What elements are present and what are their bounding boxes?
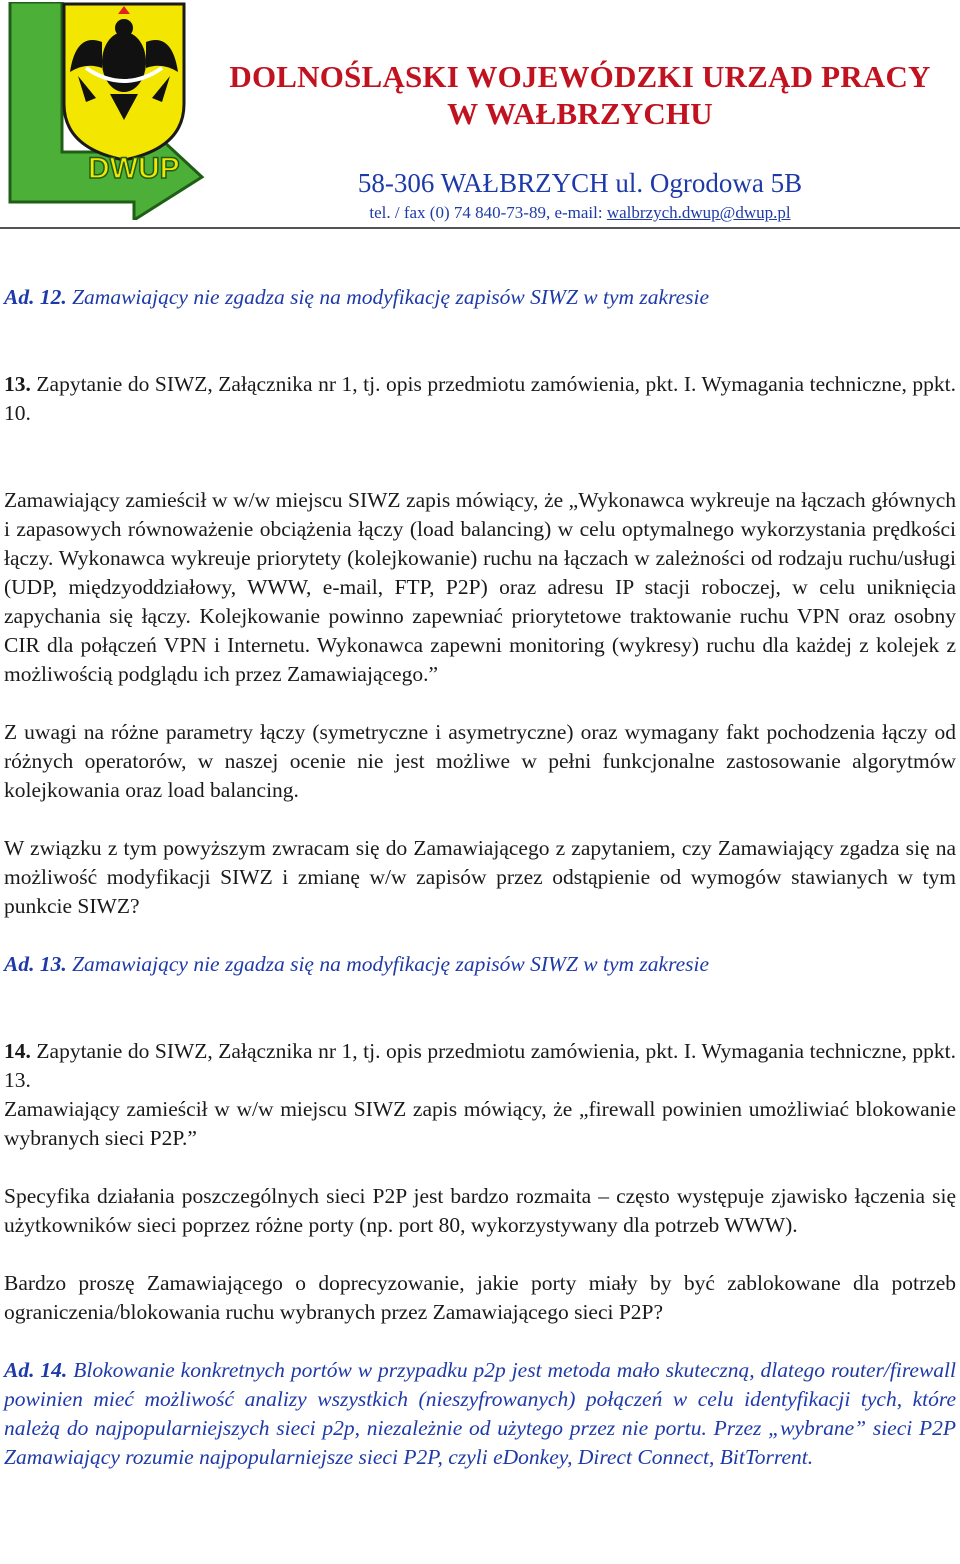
office-address: 58-306 WAŁBRZYCH ul. Ogrodowa 5B [357,168,803,198]
answer-12-label: Ad. 12. [4,285,67,309]
answer-13-label: Ad. 13. [4,952,67,976]
question-14-paragraph-1: Zamawiający zamieścił w w/w miejscu SIWZ zapis mówiący, że „firewall powinien umożliwiać blokowanie wybranych sieci P2P.” [4,1097,956,1150]
office-contact [200,203,960,223]
answer-14-label: Ad. 14. [4,1358,68,1382]
document-body [4,283,956,1472]
office-title-line1: DOLNOŚLĄSKI WOJEWÓDZKI URZĄD PRACY [229,59,931,94]
answer-13-text: Zamawiający nie zgadza się na modyfikację zapisów SIWZ w tym zakresie [72,952,710,976]
question-13-number: 13. [4,372,31,396]
question-14-paragraph-3: Bardzo proszę Zamawiającego o doprecyzowanie, jakie porty miały by być zablokowane dla potrzeb ograniczenia/blokowania ruchu wybranych przez Zamawiającego sieci P2P? [4,1271,956,1324]
question-14-number: 14. [4,1039,31,1063]
question-14-paragraph-2: Specyfika działania poszczególnych sieci P2P jest bardzo rozmaita – często występuje zjawisko łączenia się użytkowników sieci poprzez różne porty (np. port 80, wykorzystywany dla potrzeb WWW). [4,1184,956,1237]
question-13-paragraph-1: Zamawiający zamieścił w w/w miejscu SIWZ zapis mówiący, że „Wykonawca wykreuje na łączach głównych i zapasowych równoważenie obciążenia łączy (load balancing) w celu optymalnego wykorzystania prędkości łączy. Wykonawca wykreuje priorytety (kolejkowanie) ruchu na łączach w zależności od rodzaju ruchu/usługi (UDP, międzyoddziałowy, WWW, e-mail, FTP, P2P) oraz adresu IP stacji roboczej, w celu uniknięcia zapychania się łączy. Kolejkowanie powinno zapewniać priorytetowe traktowanie ruchu VPN oraz osobny CIR dla połączeń VPN i Internetu. Wykonawca zapewni monitoring (wykresy) ruchu dla każdej z kolejek z możliwością podglądu ich przez Zamawiającego.” [4,488,956,686]
office-title-line2: W WAŁBRZYCHU [447,96,713,131]
answer-14-text: Blokowanie konkretnych portów w przypadku p2p jest metoda mało skuteczną, dlatego router/firewall powinien mieć możliwość analizy wszystkich (nieszyfrowanych) połączeń w celu identyfikacji tych, które należą do najpopularniejszych sieci p2p, niezależnie od użytego przez nie portu. Przez „wybrane” sieci P2P Zamawiający rozumie najpopularniejsze sieci P2P, czyli eDonkey, Direct Connect, BitTorrent. [4,1358,956,1469]
question-13-title-text: Zapytanie do SIWZ, Załącznika nr 1, tj. opis przedmiotu zamówienia, pkt. I. Wymagania techniczne, ppkt. 10. [4,372,957,425]
question-13-paragraph-2: Z uwagi na różne parametry łączy (symetryczne i asymetryczne) oraz wymagany fakt pochodzenia łączy od różnych operatorów, w naszej ocenie nie jest możliwe w pełni funkcjonalne zastosowanie algorytmów kolejkowania oraz load balancing. [4,720,956,802]
answer-12-text: Zamawiający nie zgadza się na modyfikację zapisów SIWZ w tym zakresie [72,285,710,309]
answer-14 [4,1356,956,1472]
dwup-logo [6,2,206,220]
question-14-title [4,1037,956,1095]
logo-text: DWUP [88,152,180,185]
question-13-title [4,370,956,428]
question-14-title-text: Zapytanie do SIWZ, Załącznika nr 1, tj. opis przedmiotu zamówienia, pkt. I. Wymagania techniczne, ppkt. 13. [4,1039,957,1092]
question-13-paragraph-3: W związku z tym powyższym zwracam się do Zamawiającego z zapytaniem, czy Zamawiający zgadza się na możliwość modyfikacji SIWZ i zmianę w/w zapisów przez odstąpienie od wymogów stawianych w tym punkcie SIWZ? [4,836,956,918]
answer-13 [4,950,956,979]
email-link[interactable]: walbrzych.dwup@dwup.pl [606,203,791,222]
contact-phone: tel. / fax (0) 74 840-73-89, e-mail: [369,203,607,222]
header-divider [0,227,960,229]
answer-12 [4,283,956,312]
